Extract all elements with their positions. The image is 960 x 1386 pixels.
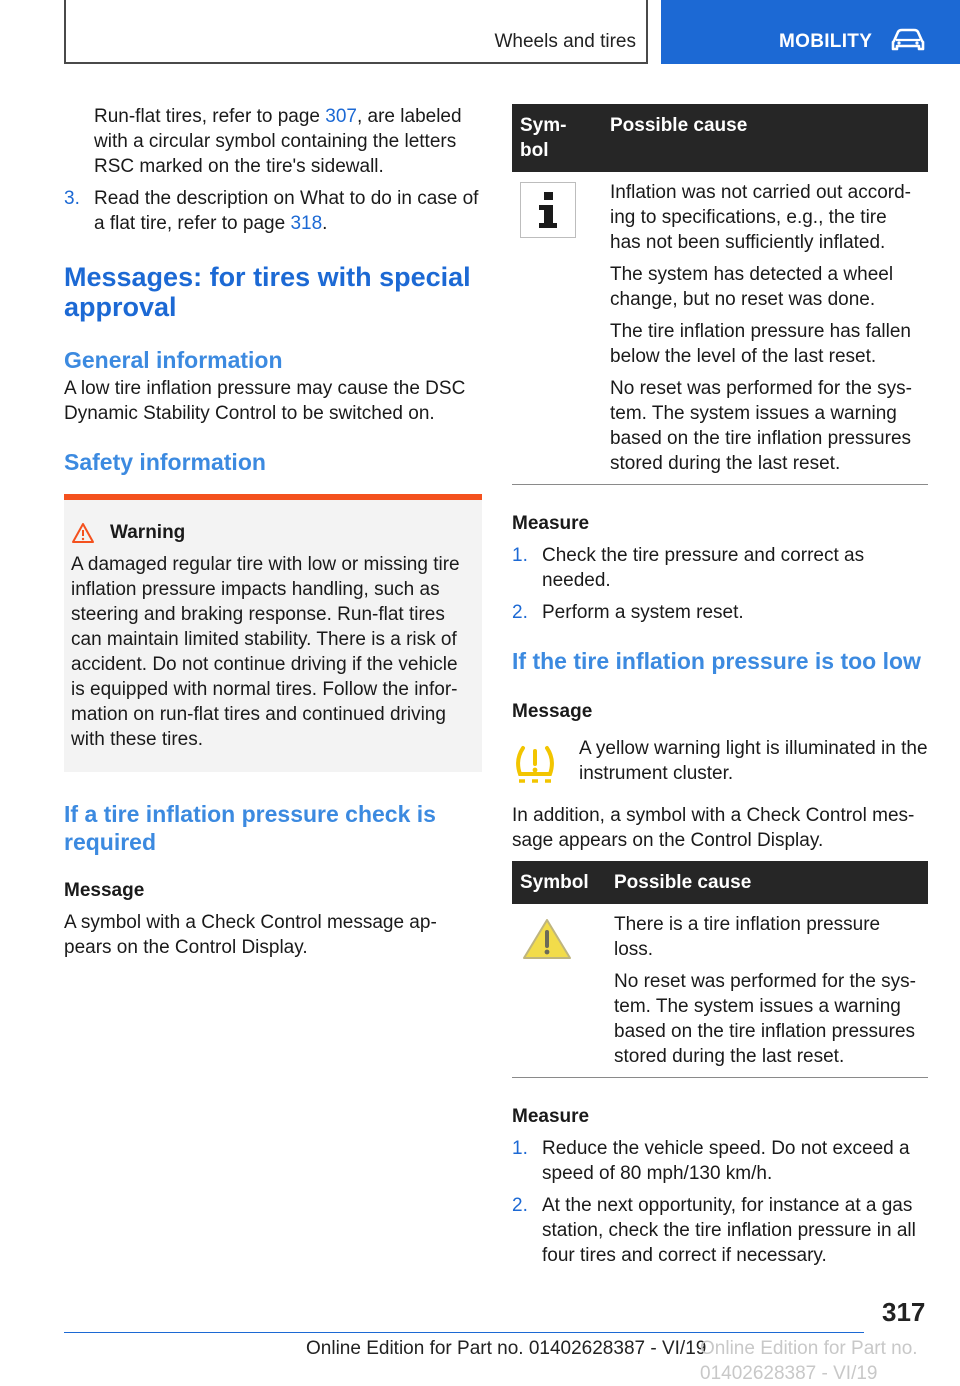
header-section-box [64, 0, 648, 64]
warning-title: Warning [71, 520, 475, 545]
check-required-heading: If a tire inflation pressure check is required [64, 801, 436, 855]
list-item: 1. Check the tire pressure and correct as needed. [512, 545, 865, 591]
list-item: 2. At the next opportunity, for instance at a gas station, check the tire inflation pressure in all four tires and correct if necessary. [512, 1195, 916, 1266]
warning-triangle-icon [71, 522, 95, 544]
column-header-symbol: Sym- bol [512, 104, 602, 172]
message-text: A symbol with a Check Control message ap-pears on the Control Display. [64, 912, 437, 958]
tire-pressure-warning-icon [512, 744, 558, 784]
cause-text: The system has detected a wheel change, but no reset was done. [610, 264, 894, 310]
left-column [64, 104, 482, 960]
pressure-low-heading: If the tire inflation pressure is too low [512, 648, 921, 674]
column-header-cause: Possible cause [606, 861, 928, 904]
edition-text: Online Edition for Part no. 01402628387 - VI/19 [306, 1338, 707, 1359]
cause-table-2 [512, 861, 928, 1078]
chapter-tab[interactable] [661, 0, 960, 64]
table-row [512, 172, 928, 485]
message-heading: Message [512, 701, 593, 722]
car-icon [890, 27, 926, 53]
table-header-row [512, 104, 928, 172]
table-row [512, 904, 928, 1078]
general-info-text: A low tire inflation pressure may cause the DSC Dynamic Stability Control to be switched on. [64, 378, 466, 424]
cause-text: No reset was performed for the sys-tem. The system issues a warning based on the tire inflation pressures stored during the last reset. [610, 378, 912, 474]
watermark: Online Edition for Part no. 01402628387 - VI/19 [700, 1338, 918, 1384]
list-item: 1. Reduce the vehicle speed. Do not exceed a speed of 80 mph/130 km/h. [512, 1138, 910, 1184]
list-item: 2. Perform a system reset. [512, 602, 744, 623]
step-number: 3. [64, 188, 80, 209]
page-link-318[interactable]: 318 [290, 213, 323, 234]
cause-table-1 [512, 104, 928, 485]
cause-text: The tire inflation pressure has fallen below the level of the last reset. [610, 321, 911, 367]
message-text: A yellow warning light is illuminated in the instrument cluster. [579, 738, 928, 784]
page-link-307[interactable]: 307 [325, 106, 357, 127]
table-header-row [512, 861, 928, 904]
safety-info-heading: Safety information [64, 449, 266, 475]
runflat-paragraph: Run-flat tires, refer to page 307, are labeled with a circular symbol containing the letters RSC marked on the tire's sidewall. [94, 106, 462, 177]
column-header-cause: Possible cause [602, 104, 928, 172]
main-heading: Messages: for tires with special approval [64, 262, 471, 322]
message-heading: Message [64, 880, 145, 901]
cause-text: There is a tire inflation pressure loss. [614, 914, 881, 960]
measure-heading: Measure [512, 1106, 590, 1127]
warning-text: A damaged regular tire with low or missing tire inflation pressure impacts handling, such as steering and braking response. Run-flat tires can maintain limited stability. There is a risk of accident. Do not continue driving if the vehicle is equipped with normal tires. Follow the infor-mation on run-flat tires and continued driving with these tires. [71, 554, 460, 750]
page-number: 317 [882, 1297, 926, 1327]
right-column [512, 104, 928, 1268]
info-icon [520, 182, 576, 238]
step-3: 3. Read the description on What to do in case of a flat tire, refer to page 318. [64, 188, 479, 234]
chapter-title: MOBILITY [779, 31, 873, 52]
section-title: Wheels and tires [494, 31, 636, 52]
cause-text: Inflation was not carried out accord-ing to specifications, e.g., the tire has not been sufficiently inflated. [610, 182, 911, 253]
message-row [512, 736, 928, 791]
column-header-symbol: Symbol [512, 861, 606, 904]
footer-divider [64, 1332, 864, 1333]
warning-box [64, 494, 482, 772]
warning-triangle-icon [520, 916, 574, 962]
addition-text: In addition, a symbol with a Check Control mes-sage appears on the Control Display. [512, 805, 915, 851]
general-info-heading: General information [64, 347, 283, 373]
cause-text: No reset was performed for the sys-tem. The system issues a warning based on the tire inflation pressures stored during the last reset. [614, 971, 916, 1067]
measure-heading: Measure [512, 513, 590, 534]
